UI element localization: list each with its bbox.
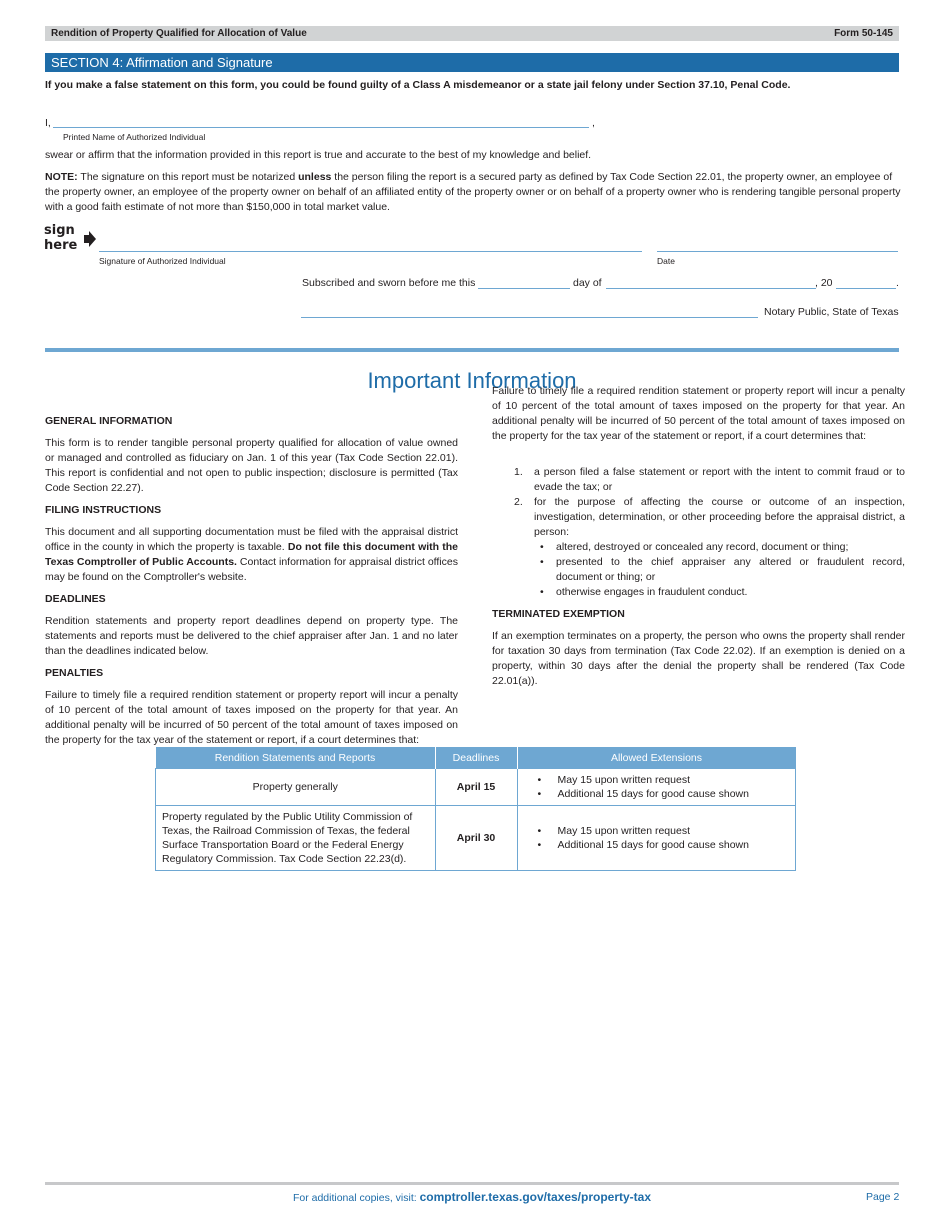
penalty-subitem: • presented to the chief appraiser any altered or fraudulent record, document or thing; or (540, 556, 905, 583)
note-unless: unless (298, 171, 332, 183)
table-header-row (156, 747, 796, 769)
arrow-right-icon (84, 231, 96, 247)
extension-item: • May 15 upon written request (524, 824, 790, 838)
table-row (156, 769, 796, 806)
terminated-exemption-text: If an exemption terminates on a property, the person who owns the property shall render for taxation 30 days from termination (Tax Code 22.02). If an exemption is denied on a property, within 30 days after the denial the property shall be rendered (Tax Code 22.01(a)). (492, 630, 905, 687)
column-header: Rendition Statements and Reports (156, 747, 436, 769)
deadline-cell: April 15 (435, 769, 517, 806)
footer-copies-text (45, 1190, 899, 1204)
i-prefix: I, (45, 117, 51, 129)
date-field[interactable] (657, 251, 898, 252)
penalty-list (492, 465, 905, 600)
column-header: Deadlines (435, 747, 517, 769)
section-4-title: SECTION 4: Affirmation and Signature (51, 55, 273, 70)
column-header: Allowed Extensions (517, 747, 796, 769)
penalties-text: Failure to timely file a required rendition statement or property report will incur a penalty of 10 percent of the total amount of taxes imposed on the property for that year. An additional penalty will be incurred of 50 percent of the total amount of taxes imposed on the property for the tax year of the statement or report, if a court determines that: (45, 689, 458, 746)
notary-note (45, 170, 905, 215)
penalty-item-text: for the purpose of affecting the course or outcome of an inspection, investigation, determination, or other proceeding before the appraisal district, a person: (534, 496, 905, 538)
property-type-cell: Property generally (156, 769, 436, 806)
here-word: here (44, 238, 78, 253)
year-prefix: , 20 (815, 277, 833, 289)
extension-item: • Additional 15 days for good cause shown (524, 787, 790, 801)
note-text-2: the person filing the report is a secured party as defined by Tax Code Section 22.01, the property owner, an employee of the property owner, an employee of the property owner on behalf of an affiliated entity of the property owner or on behalf of a property owner who is rendering tangible personal property with a good faith estimate of not more than $150,000 in total market value. (45, 171, 901, 213)
subscribed-text: Subscribed and sworn before me this (302, 277, 476, 289)
section-divider (45, 348, 899, 352)
penalties-continued (492, 385, 905, 459)
extension-item: • May 15 upon written request (524, 773, 790, 787)
extensions-cell (517, 769, 796, 806)
period: . (896, 277, 899, 289)
notary-year-field[interactable] (836, 288, 896, 289)
penalty-subitem-text: presented to the chief appraiser any altered or fraudulent record, document or thing; or (556, 556, 905, 583)
penalty-item-text: a person filed a false statement or report with the intent to commit fraud or to evade the tax; or (534, 466, 905, 493)
notary-month-field[interactable] (606, 288, 816, 289)
terminated-exemption-heading: TERMINATED EXEMPTION (492, 608, 625, 620)
penalty-subitem: • otherwise engages in fraudulent conduct. (540, 586, 748, 598)
property-type-cell: Property regulated by the Public Utility Commission of Texas, the Railroad Commission of Texas, the federal Surface Transportation Board or the Federal Energy Regulatory Commission. Tax Code Section 22.23(d). (156, 806, 436, 871)
deadlines-table (155, 747, 796, 871)
note-label: NOTE: (45, 171, 78, 183)
printed-name-label: Printed Name of Authorized Individual (63, 132, 206, 142)
penalty-subitem-text: altered, destroyed or concealed any record, document or thing; (556, 541, 849, 553)
page-number: Page 2 (866, 1191, 900, 1203)
deadlines-text: Rendition statements and property report deadlines depend on property type. The statements and reports must be delivered to the chief appraiser after Jan. 1 and no later than the deadlines indicated below. (45, 615, 458, 657)
date-label: Date (657, 256, 675, 266)
day-of-text: day of (573, 277, 602, 289)
form-title: Rendition of Property Qualified for Allocation of Value (51, 28, 307, 39)
penalties-heading: PENALTIES (45, 667, 104, 679)
comptroller-link[interactable]: comptroller.texas.gov/taxes/property-tax (419, 1190, 652, 1204)
table-row (156, 806, 796, 871)
general-info-heading: GENERAL INFORMATION (45, 415, 173, 427)
name-comma: , (592, 117, 595, 129)
right-column (492, 385, 905, 689)
extensions-cell (517, 806, 796, 871)
section-4-heading (45, 53, 899, 72)
penalty-item (492, 495, 905, 540)
notary-label: Notary Public, State of Texas (764, 306, 899, 318)
printed-name-field[interactable] (53, 127, 589, 128)
form-header-bar (45, 26, 899, 41)
deadline-cell: April 30 (435, 806, 517, 871)
notary-signature-field[interactable] (301, 317, 758, 318)
note-text-1: The signature on this report must be notarized (77, 171, 299, 183)
footer-prefix: For additional copies, visit: (292, 1192, 420, 1204)
filing-text-1: This document and all supporting documentation must be filed with the appraisal district office in the county in which the property is taxable. (45, 526, 458, 553)
form-number: Form 50-145 (834, 28, 893, 39)
footer-divider (45, 1182, 899, 1185)
deadlines-heading: DEADLINES (45, 593, 106, 605)
penalties-text-continued: Failure to timely file a required rendition statement or property report will incur a penalty of 10 percent of the total amount of taxes imposed on the property for that year. An additional penalty will be incurred of 50 percent of the total amount of taxes imposed on the property for the tax year of the statement or report, if a court determines that: (492, 385, 905, 442)
filing-instructions-heading: FILING INSTRUCTIONS (45, 504, 162, 516)
sign-here-icon (44, 224, 100, 254)
filing-bold-text: Do not file this document with the Texas Comptroller of Public Accounts. (45, 541, 459, 568)
sign-word: sign (44, 223, 75, 238)
filing-instructions-text (45, 525, 458, 585)
signature-label: Signature of Authorized Individual (99, 256, 226, 266)
penalty-subitem: • altered, destroyed or concealed any record, document or thing; (540, 541, 849, 553)
penalty-item-number: 2. (514, 496, 523, 508)
extension-item: • Additional 15 days for good cause shown (524, 838, 790, 852)
penalty-subitem-text: otherwise engages in fraudulent conduct. (556, 586, 748, 598)
filing-text-2: Contact information for appraisal district offices may be found on the Comptroller's website. (45, 556, 458, 583)
left-column (45, 414, 459, 746)
penalty-item-number: 1. (514, 466, 523, 478)
penalty-item (492, 465, 905, 495)
general-info-text: This form is to render tangible personal property qualified for allocation of value owned or managed and controlled as fiduciary on Jan. 1 of this year (Tax Code Section 22.01). This report is confidential and not open to public inspection; disclosure is permitted (Tax Code Section 22.27). (45, 437, 458, 494)
important-info-title: Important Information (367, 368, 577, 393)
swear-statement: swear or affirm that the information provided in this report is true and accurate to the best of my knowledge and belief. (45, 149, 592, 161)
signature-field[interactable] (99, 251, 642, 252)
notary-day-field[interactable] (478, 288, 570, 289)
false-statement-warning: If you make a false statement on this form, you could be found guilty of a Class A misdemeanor or a state jail felony under Section 37.10, Penal Code. (45, 79, 791, 91)
